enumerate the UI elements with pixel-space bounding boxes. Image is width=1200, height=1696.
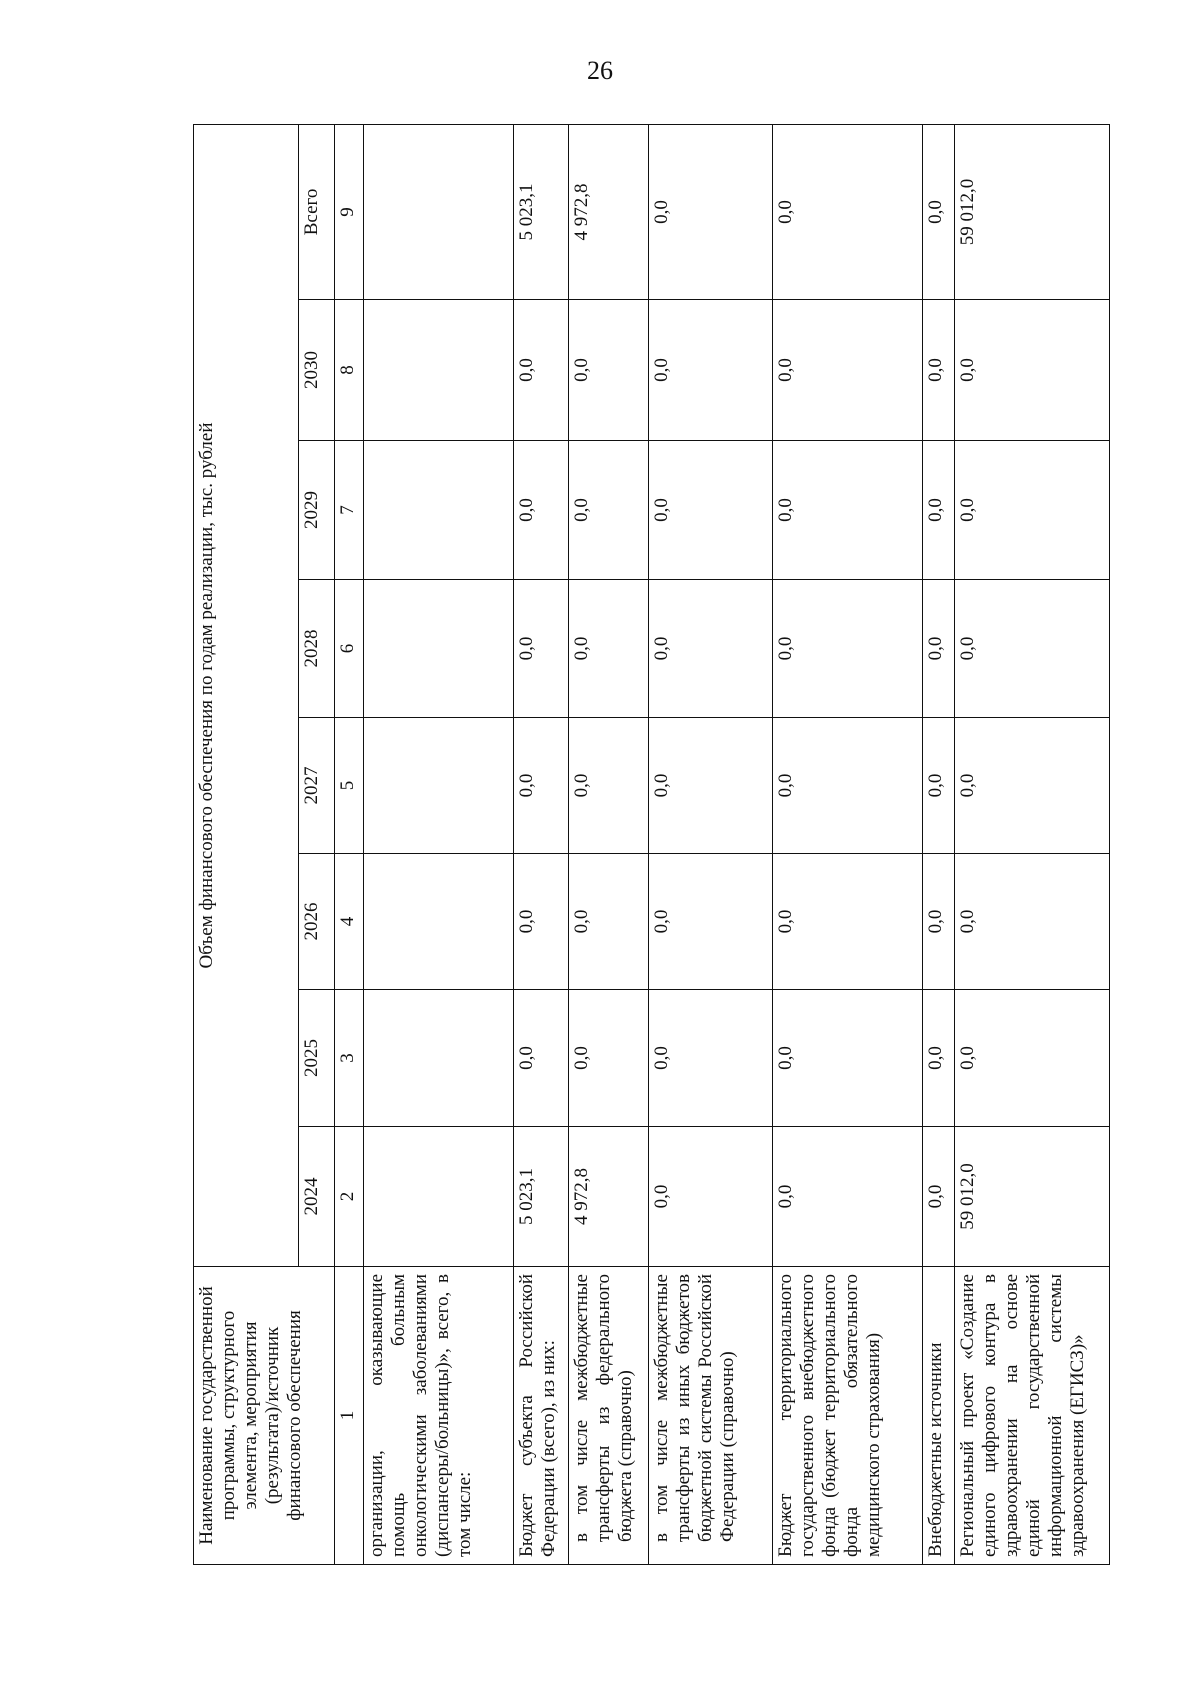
- table-row: [363, 124, 514, 1564]
- cell-value: 0,0: [648, 990, 772, 1127]
- row-name: Бюджет субъекта Российской Федерации (всего), из них:: [514, 1267, 569, 1565]
- cell-value: [363, 854, 514, 990]
- cell-value: 0,0: [648, 718, 772, 854]
- cell-value: 0,0: [772, 441, 923, 580]
- header-year: 2030: [298, 300, 334, 441]
- cell-value: 0,0: [569, 580, 649, 718]
- column-index: 5: [334, 718, 363, 854]
- header-row-indices: [334, 124, 363, 1564]
- table-row: [514, 124, 569, 1564]
- cell-value: 0,0: [772, 124, 923, 299]
- cell-value: 0,0: [514, 580, 569, 718]
- page-number: 26: [587, 56, 613, 85]
- cell-value: 0,0: [514, 990, 569, 1127]
- cell-value: 0,0: [772, 1127, 923, 1267]
- cell-value: 0,0: [648, 580, 772, 718]
- cell-value: 0,0: [648, 124, 772, 299]
- row-name: Внебюджетные источники: [923, 1267, 955, 1565]
- cell-value: 5 023,1: [514, 124, 569, 299]
- cell-value: [363, 580, 514, 718]
- cell-value: [363, 1127, 514, 1267]
- cell-value: 0,0: [514, 854, 569, 990]
- cell-value: 0,0: [772, 580, 923, 718]
- cell-value: [363, 441, 514, 580]
- column-index: 1: [334, 1267, 363, 1565]
- cell-value: [363, 300, 514, 441]
- cell-value: 4 972,8: [569, 124, 649, 299]
- cell-value: 0,0: [569, 718, 649, 854]
- row-name: Бюджет территориального государственного внебюджетного фонда (бюджет территориального фонда обязательного медицинского страхования): [772, 1267, 923, 1565]
- cell-value: 0,0: [569, 441, 649, 580]
- cell-value: 0,0: [923, 990, 955, 1127]
- cell-value: 0,0: [569, 300, 649, 441]
- cell-value: 5 023,1: [514, 1127, 569, 1267]
- cell-value: 0,0: [923, 1127, 955, 1267]
- row-name: в том числе межбюджетные трансферты из федерального бюджета (справочно): [569, 1267, 649, 1565]
- column-index: 6: [334, 580, 363, 718]
- row-name: организации, оказывающие помощь больным онкологическими заболеваниями (диспансеры/больницы)», всего, в том числе:: [363, 1267, 514, 1565]
- cell-value: 59 012,0: [955, 124, 1110, 299]
- header-year: 2027: [298, 718, 334, 854]
- header-year: 2024: [298, 1127, 334, 1267]
- rotated-table-container: [193, 125, 1110, 1565]
- cell-value: 0,0: [923, 300, 955, 441]
- cell-value: 0,0: [955, 441, 1110, 580]
- cell-value: 0,0: [648, 300, 772, 441]
- cell-value: 0,0: [772, 854, 923, 990]
- header-total: Всего: [298, 124, 334, 299]
- cell-value: 0,0: [514, 441, 569, 580]
- cell-value: 0,0: [772, 300, 923, 441]
- cell-value: 0,0: [923, 718, 955, 854]
- header-year: 2028: [298, 580, 334, 718]
- table-row: [772, 124, 923, 1564]
- cell-value: 0,0: [955, 300, 1110, 441]
- cell-value: 0,0: [955, 990, 1110, 1127]
- header-year: 2026: [298, 854, 334, 990]
- header-volume-title: Объем финансового обеспечения по годам реализации, тыс. рублей: [194, 124, 299, 1266]
- cell-value: 4 972,8: [569, 1127, 649, 1267]
- header-name-column: Наименование государственной программы, структурного элемента, мероприятия (результата)/источник финансового обеспечения: [194, 1267, 335, 1565]
- cell-value: 0,0: [923, 441, 955, 580]
- cell-value: [363, 990, 514, 1127]
- cell-value: 0,0: [569, 854, 649, 990]
- cell-value: 0,0: [648, 854, 772, 990]
- cell-value: 0,0: [772, 718, 923, 854]
- table-row: [569, 124, 649, 1564]
- column-index: 2: [334, 1127, 363, 1267]
- cell-value: [363, 124, 514, 299]
- header-row-title: [194, 124, 299, 1564]
- cell-value: [363, 718, 514, 854]
- cell-value: 0,0: [569, 990, 649, 1127]
- financing-table: [193, 124, 1110, 1565]
- column-index: 8: [334, 300, 363, 441]
- cell-value: 0,0: [955, 854, 1110, 990]
- row-name: в том числе межбюджетные трансферты из иных бюджетов бюджетной системы Российской Федерации (справочно): [648, 1267, 772, 1565]
- column-index: 4: [334, 854, 363, 990]
- table-row: [955, 124, 1110, 1564]
- cell-value: 0,0: [923, 580, 955, 718]
- table-row: [648, 124, 772, 1564]
- cell-value: 0,0: [955, 580, 1110, 718]
- cell-value: 0,0: [923, 124, 955, 299]
- cell-value: 0,0: [514, 718, 569, 854]
- cell-value: 59 012,0: [955, 1127, 1110, 1267]
- row-name: Региональный проект «Создание единого цифрового контура в здравоохранении на основе единой государственной информационной системы здравоохранения (ЕГИСЗ)»: [955, 1267, 1110, 1565]
- table-row: [923, 124, 955, 1564]
- cell-value: 0,0: [648, 1127, 772, 1267]
- cell-value: 0,0: [772, 990, 923, 1127]
- cell-value: 0,0: [955, 718, 1110, 854]
- cell-value: 0,0: [648, 441, 772, 580]
- cell-value: 0,0: [514, 300, 569, 441]
- column-index: 7: [334, 441, 363, 580]
- header-year: 2025: [298, 990, 334, 1127]
- column-index: 3: [334, 990, 363, 1127]
- header-year: 2029: [298, 441, 334, 580]
- cell-value: 0,0: [923, 854, 955, 990]
- column-index: 9: [334, 124, 363, 299]
